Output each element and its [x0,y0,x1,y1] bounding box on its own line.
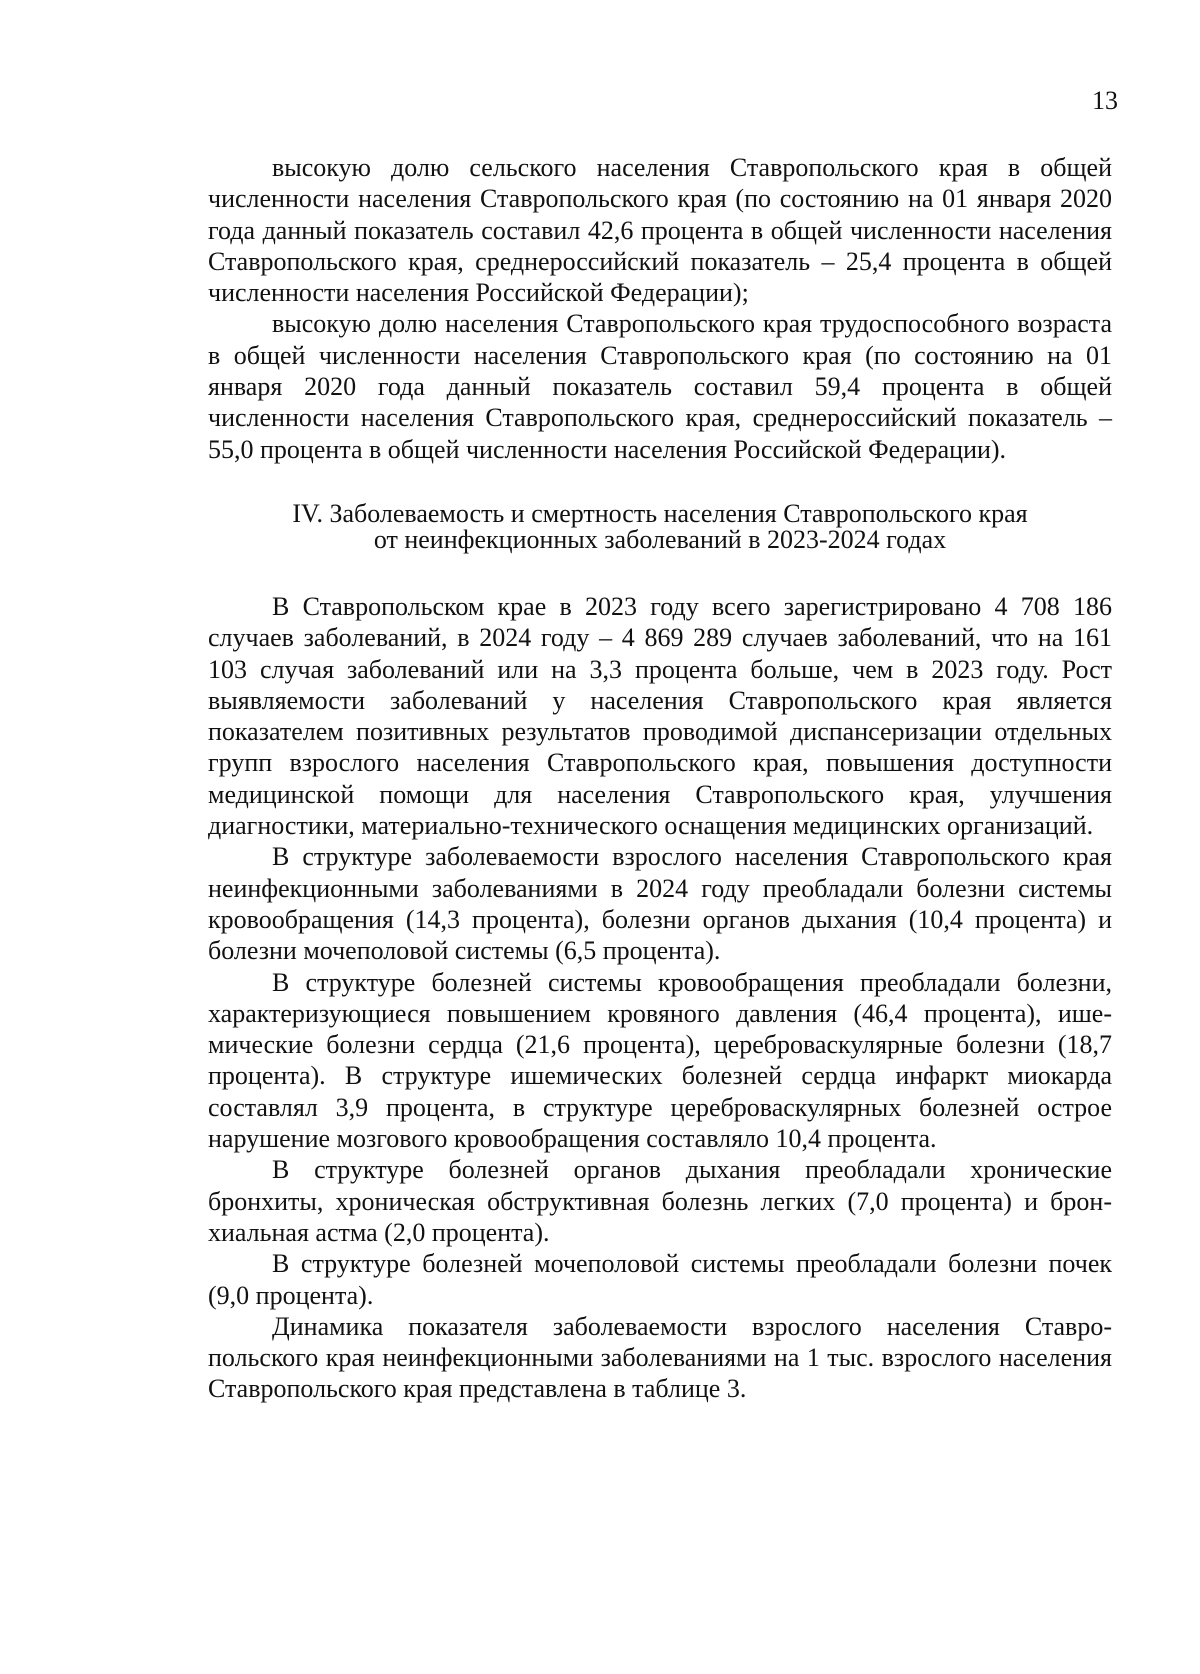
paragraph: высокую долю населения Ставропольского края трудоспособного возраста в общей численности населения Ставропольского края (по состоянию на 01 января 2020 года данный показатель составил 59,4 процента в общей численности населения Ставропольского края, среднероссийский показатель – 55,0 процента в общей численности населения Российской Федерации). [208,309,1112,464]
section-heading-line: IV. Заболеваемость и смертность населения Ставропольского края [292,498,1028,528]
paragraph: В структуре болезней системы кровообращения преобладали болезни, характеризующиеся повышением кровяного давления (46,4 процента), ишемические болезни сердца (21,6 процента), цереброваскулярные болезни (18,7 процента). В структуре ишемических болезней сердца инфаркт миокарда составлял 3,9 процента, в структуре цереброваскулярных болезней острое нарушение мозгового кровообращения составляло 10,4 процента. [208,967,1112,1154]
paragraph: В Ставропольском крае в 2023 году всего зарегистрировано 4 708 186 случаев заболеваний, в 2024 году – 4 869 289 случаев заболеваний, что на 161 103 случая заболеваний или на 3,3 процента больше, чем в 2023 году. Рост выявляемости заболеваний у населения Ставропольского края является показателем позитивных результатов проводимой диспансеризации отдельных групп взрослого населения Ставропольского края, повышения доступности медицинской помощи для населения Ставропольского края, улучшения диагностики, материально-технического оснащения медицинских организаций. [208,591,1112,841]
paragraph: В структуре заболеваемости взрослого населения Ставропольского края неинфекционными заболеваниями в 2024 году преобладали болезни системы кровообращения (14,3 процента), болезни органов дыхания (10,4 процента) и болезни мочеполовой системы (6,5 процента). [208,842,1112,966]
page-number: 13 [1092,86,1118,115]
paragraph: Динамика показателя заболеваемости взрослого населения Ставропольского края неинфекционными заболеваниями на 1 тыс. взрослого населения Ставропольского края представлена в таблице 3. [208,1311,1112,1404]
section-heading-line: от неинфекционных заболеваний в 2023-2024 годах [373,524,947,554]
paragraph: В структуре болезней мочеполовой системы преобладали болезни почек (9,0 процента). [208,1249,1112,1310]
paragraph: высокую долю сельского населения Ставропольского края в общей численности населения Ставропольского края (по состоянию на 01 января 2020 года данный показатель составил 42,6 процента в общей численности населения Ставропольского края, среднероссийский показатель – 25,4 процента в общей численности населения Российской Федерации); [208,153,1112,308]
document-body [208,152,1112,1405]
paragraph: В структуре болезней органов дыхания преобладали хронические бронхиты, хроническая обструктивная болезнь легких (7,0 процента) и бронхиальная астма (2,0 процента). [208,1155,1112,1247]
section-heading [208,498,1112,554]
